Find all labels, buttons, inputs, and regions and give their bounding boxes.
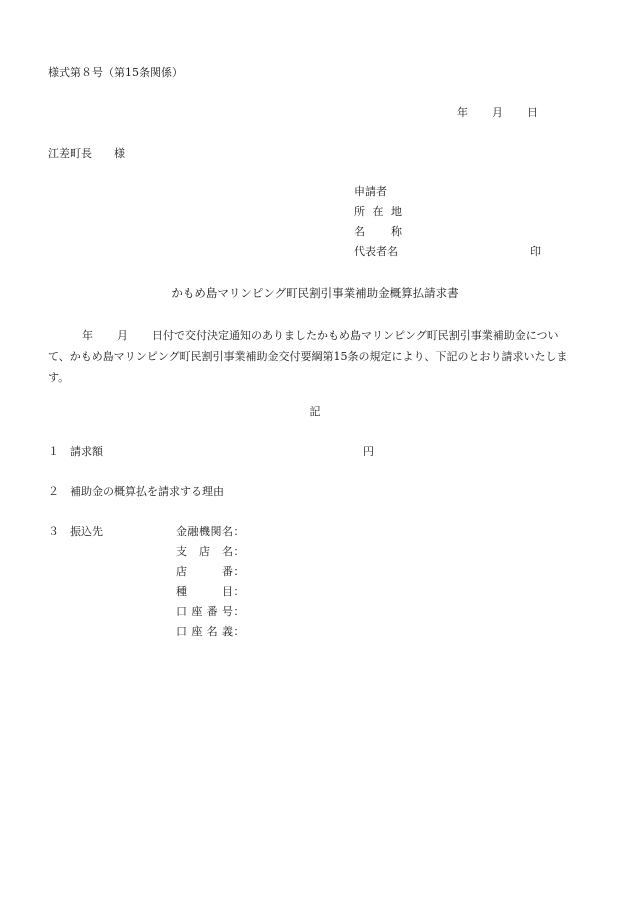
- bank-colon: ：: [233, 625, 245, 638]
- applicant-heading: 申請者: [354, 185, 387, 198]
- bank-row-account-type: [176, 586, 245, 606]
- bank-label: 金融機関名: [176, 525, 233, 538]
- applicant-representative-label: 代表者名: [354, 245, 398, 258]
- bank-colon: ：: [233, 585, 245, 598]
- date-month: 月: [492, 106, 503, 119]
- bank-colon: ：: [233, 545, 245, 558]
- bank-label: 口座番号: [176, 605, 233, 618]
- bank-row-account-holder: [176, 626, 245, 646]
- item-label: 請求額: [70, 445, 103, 458]
- bank-colon: ：: [233, 565, 245, 578]
- applicant-heading-row: [354, 186, 402, 206]
- bank-row-institution: [176, 526, 245, 546]
- item-number: １: [48, 445, 59, 458]
- ki-heading: 記: [309, 405, 321, 418]
- applicant-name-row: [354, 226, 402, 246]
- form-number: 様式第８号（第15条関係）: [48, 66, 183, 79]
- applicant-address-row: [354, 206, 402, 226]
- body-text: 日付で交付決定通知のありましたかもめ島マリンピング町民割引事業補助金について、かもめ島マリンピング町民割引事業補助金交付要綱第15条の規定により、下記のとおり請求いたします。: [48, 329, 568, 384]
- item-number: ３: [48, 525, 59, 538]
- date-day: 日: [527, 106, 538, 119]
- bank-label: 支店名: [176, 545, 233, 558]
- bank-colon: ：: [233, 605, 245, 618]
- body-paragraph: [48, 325, 578, 388]
- item-transfer-destination: [48, 526, 103, 537]
- item-label: 振込先: [70, 525, 103, 538]
- body-year: 年: [82, 329, 93, 342]
- applicant-name-label: 名称: [354, 225, 402, 238]
- applicant-address-label: 所在地: [354, 205, 402, 218]
- applicant-block: [354, 185, 541, 266]
- applicant-representative-row: [354, 245, 541, 266]
- bank-row-account-number: [176, 606, 245, 626]
- yen-unit: 円: [363, 445, 374, 458]
- body-month: 月: [117, 329, 128, 342]
- item-label: 補助金の概算払を請求する理由: [70, 485, 224, 498]
- date-line: [457, 107, 538, 118]
- seal-mark: 印: [530, 245, 541, 258]
- item-number: ２: [48, 485, 59, 498]
- bank-label: 口座名義: [176, 625, 233, 638]
- bank-colon: ：: [233, 525, 245, 538]
- addressee: 江差町長 様: [48, 147, 125, 160]
- item-claim-amount: [48, 446, 103, 457]
- bank-row-branch-number: [176, 566, 245, 586]
- bank-details: [176, 526, 245, 646]
- document-title: かもめ島マリンピング町民割引事業補助金概算払請求書: [171, 286, 459, 300]
- date-year: 年: [457, 106, 468, 119]
- bank-label: 店番: [176, 565, 233, 578]
- bank-row-branch: [176, 546, 245, 566]
- item-reason: [48, 486, 224, 497]
- bank-label: 種目: [176, 585, 233, 598]
